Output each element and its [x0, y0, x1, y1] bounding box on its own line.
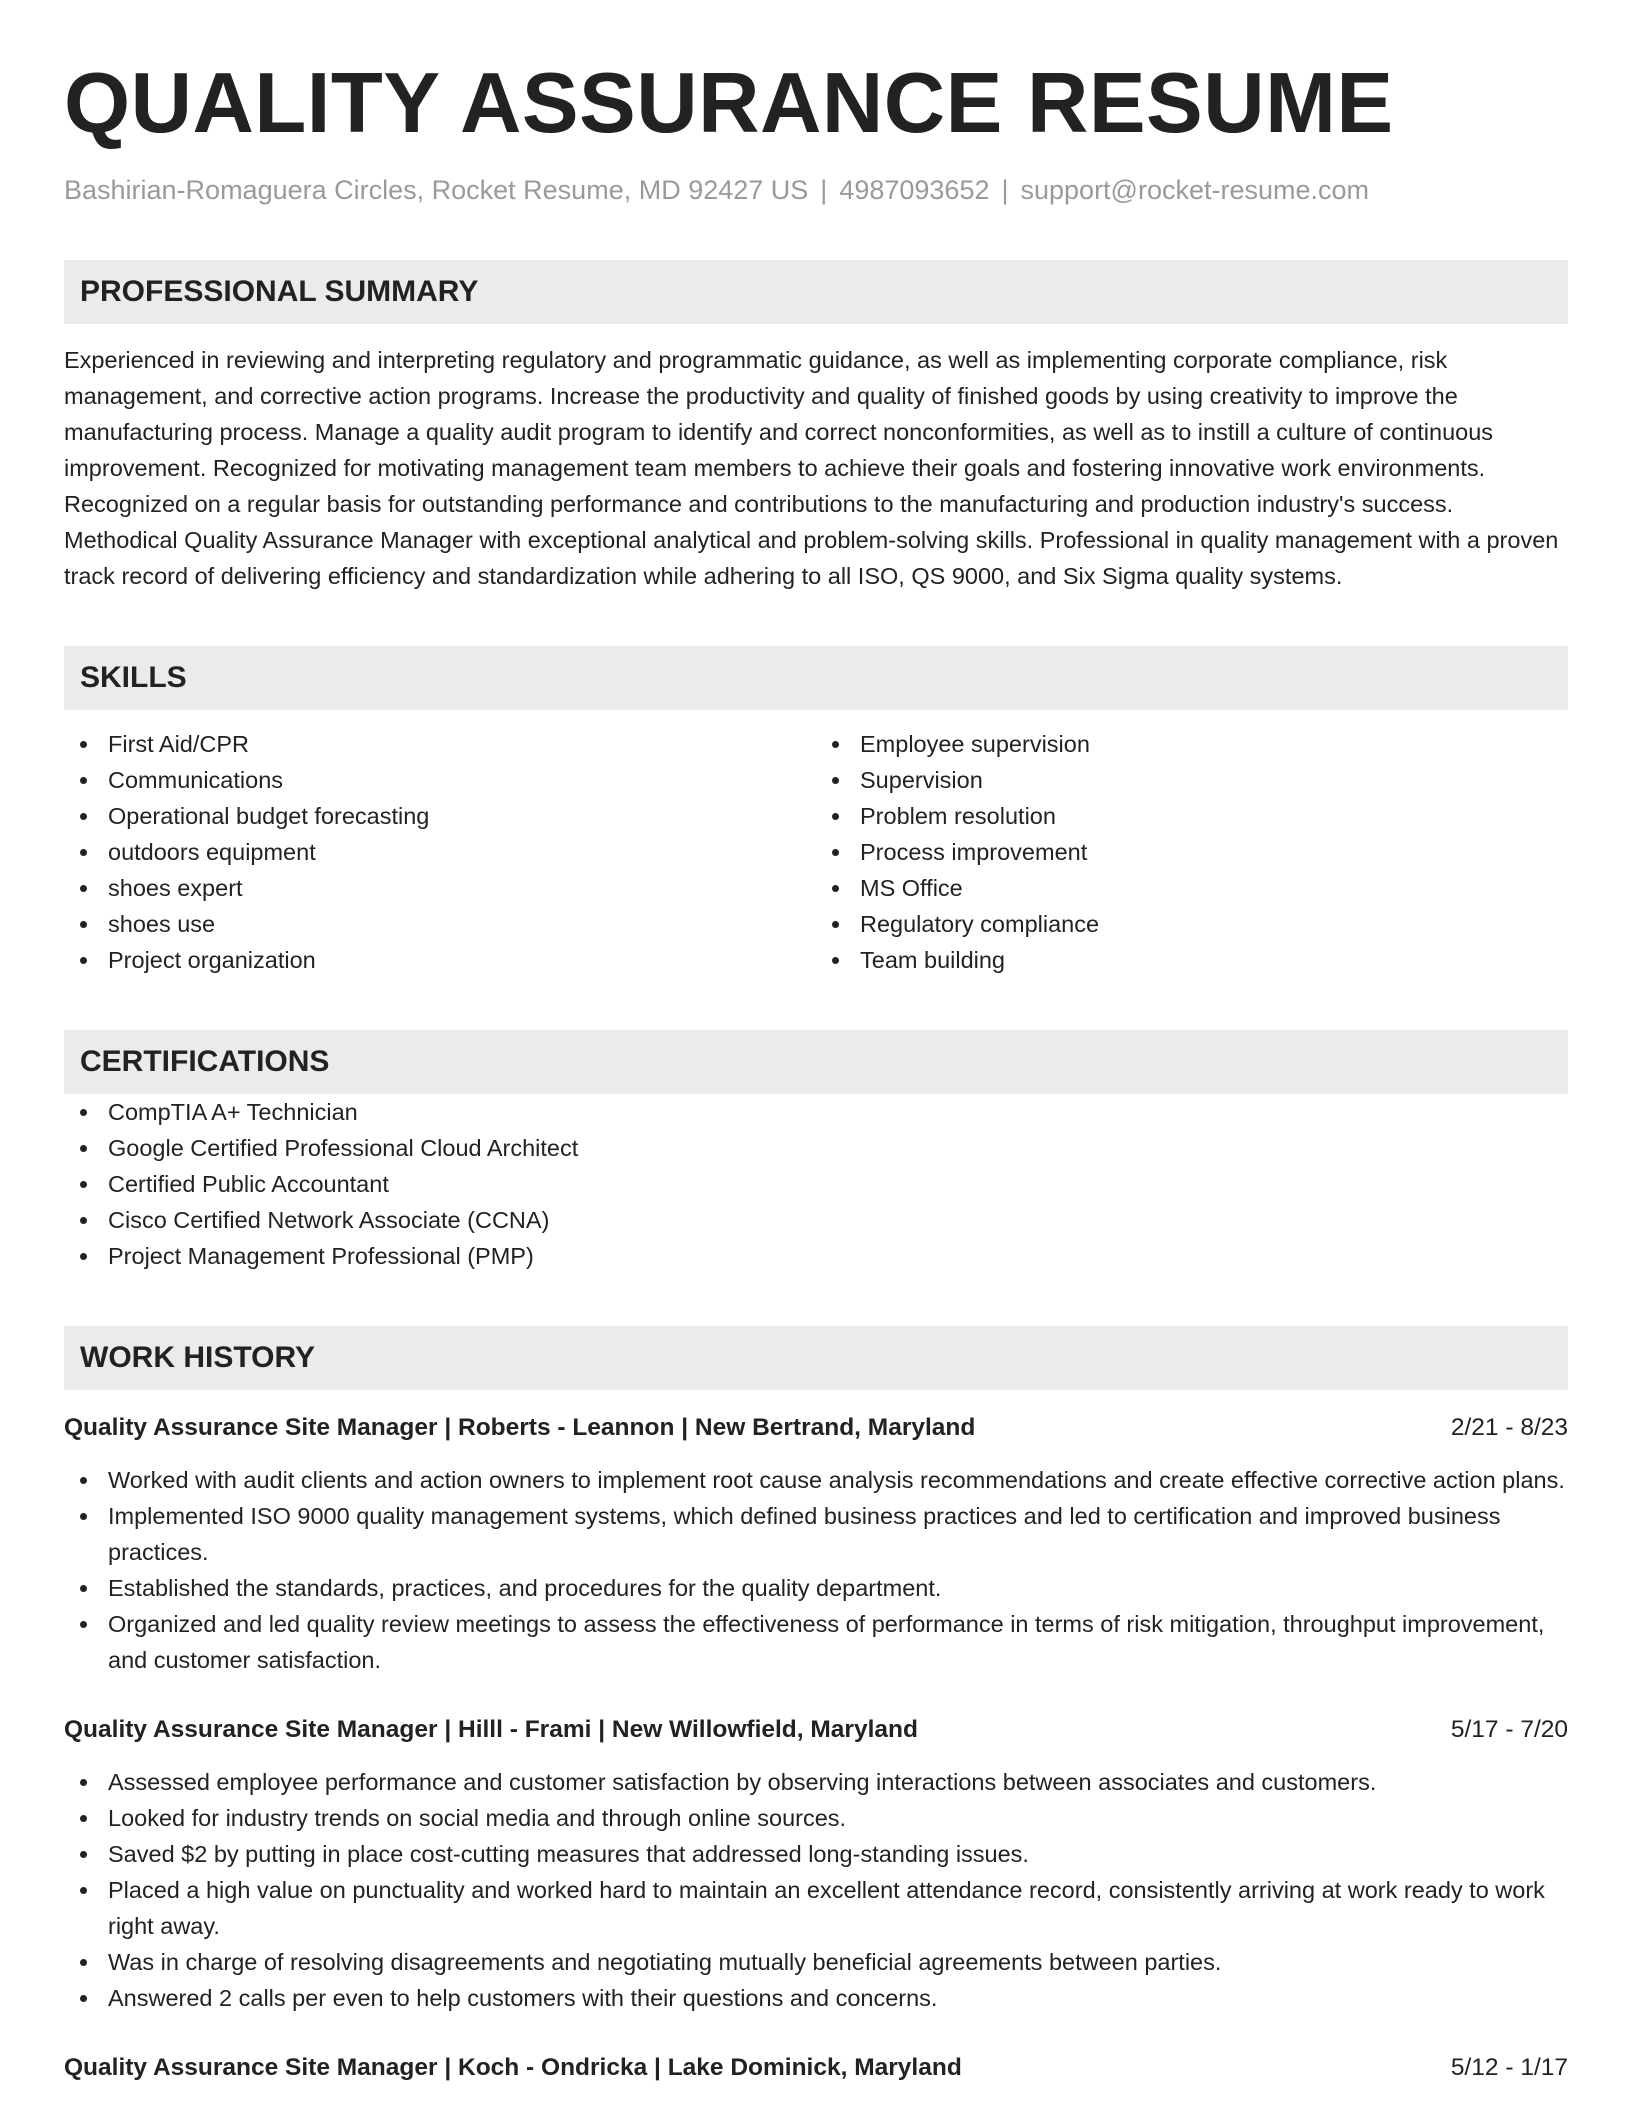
skill-item: Communications: [64, 762, 816, 798]
section-header-certifications: CERTIFICATIONS: [64, 1030, 1568, 1094]
skills-columns: [64, 726, 1568, 978]
resume-title: QUALITY ASSURANCE RESUME: [64, 56, 1394, 151]
skill-item: Process improvement: [816, 834, 1568, 870]
job-bullet: Organized and led quality review meetings to assess the effectiveness of performance in terms of risk mitigation, throughput improvement, and customer satisfaction.: [64, 1606, 1568, 1678]
job-bullet: Placed a high value on punctuality and worked hard to maintain an excellent attendance record, consistently arriving at work ready to work right away.: [64, 1872, 1568, 1944]
job-heading: Quality Assurance Site Manager | Hilll - Frami | New Willowfield, Maryland: [64, 1716, 918, 1743]
job-header: [64, 1712, 1568, 1748]
certification-item: Cisco Certified Network Associate (CCNA): [64, 1202, 1568, 1238]
certification-item: Certified Public Accountant: [64, 1166, 1568, 1202]
job-header: [64, 1410, 1568, 1446]
skill-item: Team building: [816, 942, 1568, 978]
skill-item: Regulatory compliance: [816, 906, 1568, 942]
job-header: [64, 2050, 1568, 2086]
contact-separator: |: [820, 175, 828, 205]
skill-item: Project organization: [64, 942, 816, 978]
job-bullet: Worked with audit clients and action owners to implement root cause analysis recommendations and create effective corrective action plans.: [64, 1462, 1568, 1498]
skill-item: outdoors equipment: [64, 834, 816, 870]
skills-list-right: [816, 726, 1568, 978]
contact-phone: 4987093652: [839, 175, 990, 205]
skill-item: shoes use: [64, 906, 816, 942]
certification-item: Project Management Professional (PMP): [64, 1238, 1568, 1274]
job-entry: [64, 1712, 1568, 2016]
skill-item: Problem resolution: [816, 798, 1568, 834]
job-dates: 2/21 - 8/23: [1450, 1414, 1568, 1441]
job-bullet: Looked for industry trends on social media and through online sources.: [64, 1800, 1568, 1836]
skill-item: Employee supervision: [816, 726, 1568, 762]
summary-text: Experienced in reviewing and interpreting regulatory and programmatic guidance, as well as implementing corporate compliance, risk management, and corrective action programs. Increase the productivity and quality of finished goods by using creativity to improve the manufacturing process. Manage a quality audit program to identify and correct nonconformities, as well as to instill a culture of continuous improvement. Recognized for motivating management team members to achieve their goals and fostering innovative work environments. Recognized on a regular basis for outstanding performance and contributions to the manufacturing and production industry's success. Methodical Quality Assurance Manager with exceptional analytical and problem-solving skills. Professional in quality management with a proven track record of delivering efficiency and standardization while adhering to all ISO, QS 9000, and Six Sigma quality systems.: [64, 347, 1559, 589]
contact-separator: |: [1001, 175, 1009, 205]
job-dates: 5/12 - 1/17: [1450, 2054, 1568, 2081]
job-bullet: Assessed employee performance and customer satisfaction by observing interactions between associates and customers.: [64, 1764, 1568, 1800]
job-dates: 5/17 - 7/20: [1450, 1716, 1568, 1743]
contact-address: Bashirian-Romaguera Circles, Rocket Resume, MD 92427 US: [64, 175, 809, 205]
certification-item: Google Certified Professional Cloud Architect: [64, 1130, 1568, 1166]
section-header-skills: SKILLS: [64, 646, 1568, 710]
section-header-work-history: WORK HISTORY: [64, 1326, 1568, 1390]
skill-item: MS Office: [816, 870, 1568, 906]
job-bullet: Implemented ISO 9000 quality management systems, which defined business practices and led to certification and improved business practices.: [64, 1498, 1568, 1570]
job-heading: Quality Assurance Site Manager | Koch - Ondricka | Lake Dominick, Maryland: [64, 2054, 962, 2081]
job-bullet: Was in charge of resolving disagreements and negotiating mutually beneficial agreements between parties.: [64, 1944, 1568, 1980]
skills-list-left: [64, 726, 816, 978]
contact-line: [64, 172, 1568, 208]
contact-email[interactable]: support@rocket-resume.com: [1020, 175, 1370, 205]
certification-item: CompTIA A+ Technician: [64, 1094, 1568, 1130]
job-bullets: [64, 1462, 1568, 1678]
job-bullet: Saved $2 by putting in place cost-cutting measures that addressed long-standing issues.: [64, 1836, 1568, 1872]
job-heading: Quality Assurance Site Manager | Roberts - Leannon | New Bertrand, Maryland: [64, 1414, 976, 1441]
section-header-professional-summary: PROFESSIONAL SUMMARY: [64, 260, 1568, 324]
certifications-list: [64, 1094, 1568, 1274]
skill-item: First Aid/CPR: [64, 726, 816, 762]
job-bullet: Answered 2 calls per even to help customers with their questions and concerns.: [64, 1980, 1568, 2016]
job-bullets: [64, 1764, 1568, 2016]
job-entry: [64, 2050, 1568, 2086]
job-bullet: Established the standards, practices, and procedures for the quality department.: [64, 1570, 1568, 1606]
skill-item: Operational budget forecasting: [64, 798, 816, 834]
skill-item: shoes expert: [64, 870, 816, 906]
skill-item: Supervision: [816, 762, 1568, 798]
job-entry: [64, 1410, 1568, 1678]
